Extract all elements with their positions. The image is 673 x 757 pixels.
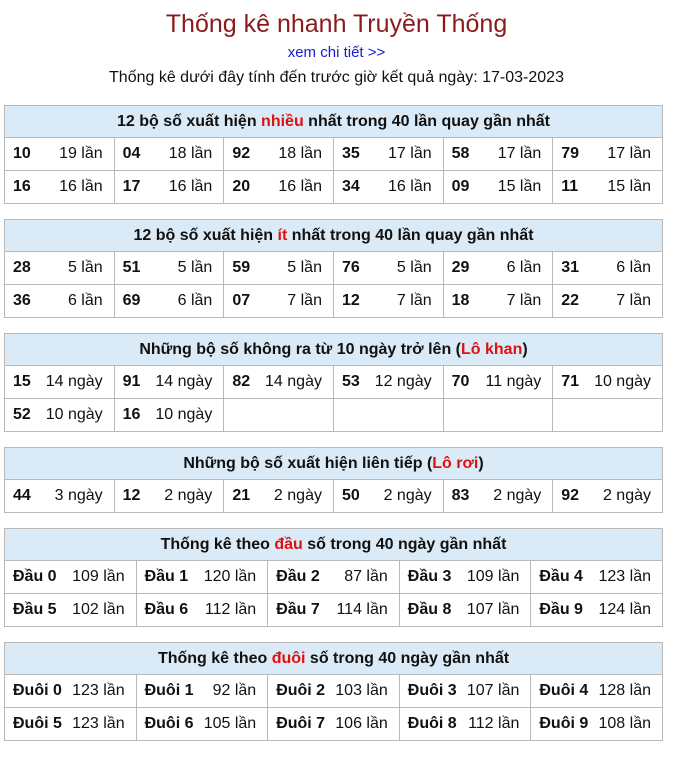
stat-count: 124 lần — [598, 601, 651, 618]
stat-count: 6 lần — [616, 259, 651, 276]
stat-label: 21 — [232, 487, 251, 504]
stat-count: 7 lần — [616, 292, 651, 309]
stat-cell — [553, 171, 663, 204]
stat-count: 108 lần — [598, 715, 651, 732]
stat-cell — [333, 285, 443, 318]
header-highlight: đầu — [274, 535, 303, 553]
stat-label: 50 — [341, 487, 360, 504]
stat-cell — [268, 708, 400, 741]
header-text: Thống kê theo — [157, 649, 272, 667]
stat-cell — [224, 171, 334, 204]
stat-count: 105 lần — [203, 715, 257, 732]
stat-label: 16 — [13, 178, 31, 195]
table-row — [5, 480, 663, 513]
stat-count: 15 lần — [607, 178, 651, 195]
stat-label: Đầu 4 — [539, 568, 583, 585]
stat-label: 16 — [122, 406, 141, 423]
stat-count: 17 lần — [497, 145, 542, 162]
stat-label: 35 — [341, 145, 360, 162]
page-title: Thống kê nhanh Truyền Thống — [165, 10, 508, 38]
stat-cell — [399, 675, 531, 708]
stat-label: Đuôi 1 — [144, 682, 194, 699]
stat-count: 16 lần — [278, 178, 322, 195]
stat-count: 107 lần — [466, 601, 520, 618]
stat-count: 7 lần — [506, 292, 542, 309]
section-header — [5, 334, 663, 366]
stat-label: 44 — [13, 487, 31, 504]
stat-cell — [5, 561, 137, 594]
stat-count: 5 lần — [177, 259, 213, 276]
table-row — [5, 171, 663, 204]
stat-label: Đuôi 2 — [276, 682, 326, 699]
stat-label: 70 — [451, 373, 470, 390]
stat-label: 51 — [122, 259, 141, 276]
stats-table — [4, 642, 663, 741]
header-text: Những bộ số xuất hiện liên tiếp ( — [183, 454, 433, 472]
stat-cell — [553, 480, 663, 513]
stat-count: 3 ngày — [54, 487, 103, 504]
stat-cell — [5, 252, 115, 285]
stat-label: 36 — [13, 292, 31, 309]
stat-count: 19 lần — [59, 145, 103, 162]
stat-count: 2 ngày — [493, 487, 542, 504]
stat-label: 12 — [341, 292, 360, 309]
stat-label: 10 — [13, 145, 31, 162]
header-text: nhất trong 40 lần quay gần nhất — [303, 112, 550, 130]
stat-count: 17 lần — [607, 145, 651, 162]
stat-label: 53 — [341, 373, 360, 390]
stat-cell — [268, 561, 400, 594]
stat-count: 114 lần — [336, 601, 388, 618]
stat-count: 106 lần — [335, 715, 388, 732]
stat-count: 102 lần — [72, 601, 125, 618]
stat-count: 123 lần — [598, 568, 651, 585]
stat-cell — [333, 366, 443, 399]
stat-cell — [136, 708, 268, 741]
stats-table — [4, 528, 663, 627]
stat-count: 18 lần — [168, 145, 213, 162]
header-highlight: đuôi — [271, 649, 306, 667]
stat-count: 5 lần — [396, 259, 432, 276]
stat-count: 2 ngày — [602, 487, 651, 504]
header-text: 12 bộ số xuất hiện — [133, 226, 278, 244]
stat-label: 11 — [561, 178, 579, 195]
section-header — [5, 448, 663, 480]
stat-cell — [5, 399, 115, 432]
header-highlight: Lô khan — [461, 340, 523, 358]
stat-label: Đuôi 9 — [539, 715, 589, 732]
stat-count: 12 ngày — [374, 373, 432, 390]
stat-label: Đầu 2 — [276, 568, 320, 585]
stats-table — [4, 333, 663, 432]
stat-label: 92 — [561, 487, 580, 504]
stat-count: 103 lần — [335, 682, 388, 699]
header-text: Thống kê theo — [160, 535, 275, 553]
stat-label: 22 — [561, 292, 580, 309]
stat-cell — [531, 708, 663, 741]
table-row — [5, 399, 663, 432]
stat-cell — [224, 366, 334, 399]
stat-count: 109 lần — [72, 568, 125, 585]
stat-count: 87 lần — [344, 568, 388, 585]
stat-label: 91 — [122, 373, 141, 390]
stat-cell — [114, 366, 224, 399]
stat-label: 28 — [13, 259, 31, 276]
stat-label: 07 — [232, 292, 251, 309]
table-row — [5, 138, 663, 171]
stat-cell — [268, 675, 400, 708]
stat-cell — [224, 399, 334, 432]
stat-cell — [268, 594, 400, 627]
stat-count: 16 lần — [388, 178, 432, 195]
stat-cell — [333, 138, 443, 171]
header-text: số trong 40 ngày gần nhất — [302, 535, 507, 553]
stat-label: Đuôi 5 — [13, 715, 62, 732]
stat-label: Đầu 8 — [407, 601, 452, 618]
stat-label: 52 — [13, 406, 31, 423]
stat-count: 112 lần — [204, 601, 257, 618]
stat-count: 2 ngày — [164, 487, 213, 504]
stat-count: 18 lần — [278, 145, 322, 162]
stat-label: Đuôi 8 — [407, 715, 457, 732]
table-row — [5, 594, 663, 627]
section-header — [5, 220, 663, 252]
stat-label: 17 — [122, 178, 141, 195]
stat-label: Đầu 3 — [407, 568, 452, 585]
stat-cell — [333, 171, 443, 204]
header-text: nhất trong 40 lần quay gần nhất — [287, 226, 534, 244]
section-header — [5, 529, 663, 561]
stat-count: 7 lần — [396, 292, 432, 309]
stat-cell — [5, 594, 137, 627]
header-text: Những bộ số không ra từ 10 ngày trở lên ( — [139, 340, 461, 358]
stat-cell — [333, 399, 443, 432]
stat-cell — [553, 366, 663, 399]
stat-label: 59 — [232, 259, 251, 276]
header-highlight: nhiều — [261, 112, 304, 130]
stat-label: Đuôi 4 — [539, 682, 589, 699]
stat-count: 10 ngày — [155, 406, 213, 423]
stat-count: 10 ngày — [594, 373, 651, 390]
stat-cell — [5, 366, 115, 399]
stat-label: 18 — [451, 292, 470, 309]
header-text: ) — [478, 454, 484, 472]
stat-label: Đuôi 6 — [144, 715, 194, 732]
stat-cell — [443, 138, 553, 171]
header-text: 12 bộ số xuất hiện — [117, 112, 262, 130]
stat-cell — [136, 675, 268, 708]
table-row — [5, 561, 663, 594]
header-highlight: Lô rơi — [432, 454, 479, 472]
stat-label: 83 — [451, 487, 470, 504]
page-subtitle: Thống kê dưới đây tính đến trước giờ kết quả ngày: 17-03-2023 — [109, 69, 564, 86]
stat-cell — [443, 252, 553, 285]
stat-label: Đuôi 3 — [407, 682, 457, 699]
stat-cell — [553, 399, 663, 432]
stat-cell — [553, 252, 663, 285]
stat-cell — [5, 138, 115, 171]
stat-cell — [114, 138, 224, 171]
header-highlight: ít — [277, 226, 288, 244]
stat-count: 123 lần — [72, 682, 125, 699]
stat-cell — [5, 171, 115, 204]
table-row — [5, 708, 663, 741]
stat-count: 10 ngày — [45, 406, 103, 423]
stat-cell — [114, 480, 224, 513]
stat-cell — [443, 171, 553, 204]
stat-cell — [333, 480, 443, 513]
stat-cell — [399, 561, 531, 594]
stat-label: 34 — [341, 178, 360, 195]
section-header — [5, 106, 663, 138]
stat-label: 92 — [232, 145, 251, 162]
stat-count: 107 lần — [466, 682, 520, 699]
stat-label: Đuôi 7 — [276, 715, 326, 732]
table-row — [5, 285, 663, 318]
stat-label: Đầu 7 — [276, 601, 320, 618]
stat-label: 20 — [232, 178, 251, 195]
stats-table — [4, 219, 663, 318]
stat-cell — [553, 285, 663, 318]
stat-count: 14 ngày — [45, 373, 103, 390]
stat-count: 123 lần — [72, 715, 125, 732]
stat-count: 6 lần — [67, 292, 103, 309]
stat-count: 6 lần — [177, 292, 213, 309]
stat-count: 92 lần — [212, 682, 257, 699]
stat-label: 58 — [451, 145, 470, 162]
stat-label: Đầu 0 — [13, 568, 57, 585]
stat-label: 12 — [122, 487, 141, 504]
stat-cell — [399, 708, 531, 741]
stat-cell — [114, 399, 224, 432]
stat-count: 16 lần — [59, 178, 103, 195]
table-row — [5, 252, 663, 285]
stat-count: 128 lần — [598, 682, 651, 699]
stat-count: 5 lần — [67, 259, 103, 276]
table-row — [5, 366, 663, 399]
stat-count: 109 lần — [466, 568, 520, 585]
stat-cell — [333, 252, 443, 285]
stat-label: Đầu 1 — [144, 568, 189, 585]
stat-count: 112 lần — [468, 715, 520, 732]
stat-count: 14 ngày — [155, 373, 213, 390]
table-row — [5, 675, 663, 708]
stat-label: 15 — [13, 373, 31, 390]
stat-label: 04 — [122, 145, 141, 162]
stat-cell — [224, 252, 334, 285]
stat-cell — [136, 594, 268, 627]
stat-cell — [136, 561, 268, 594]
stat-label: 29 — [451, 259, 470, 276]
header-text: số trong 40 ngày gần nhất — [305, 649, 510, 667]
stat-cell — [531, 594, 663, 627]
stat-label: 71 — [561, 373, 580, 390]
stat-count: 2 ngày — [273, 487, 322, 504]
header-text: ) — [522, 340, 528, 358]
stat-count: 14 ngày — [265, 373, 322, 390]
stat-cell — [114, 171, 224, 204]
stat-label: Đầu 9 — [539, 601, 583, 618]
stat-label: 76 — [341, 259, 360, 276]
stat-cell — [553, 138, 663, 171]
stat-cell — [224, 138, 334, 171]
stat-label: 09 — [451, 178, 470, 195]
stat-count: 15 lần — [497, 178, 542, 195]
stat-cell — [224, 285, 334, 318]
stat-cell — [5, 675, 137, 708]
stat-label: Đầu 6 — [144, 601, 189, 618]
stat-count: 16 lần — [168, 178, 213, 195]
stat-count: 5 lần — [287, 259, 322, 276]
stat-label: Đầu 5 — [13, 601, 57, 618]
stat-label: 82 — [232, 373, 251, 390]
stat-count: 2 ngày — [383, 487, 432, 504]
stat-cell — [531, 561, 663, 594]
detail-link[interactable]: xem chi tiết >> — [287, 44, 386, 61]
stat-cell — [443, 399, 553, 432]
stat-count: 120 lần — [203, 568, 257, 585]
stat-cell — [443, 285, 553, 318]
stat-cell — [399, 594, 531, 627]
stat-count: 17 lần — [388, 145, 432, 162]
stat-count: 11 ngày — [485, 373, 542, 390]
stat-cell — [531, 675, 663, 708]
stats-table — [4, 105, 663, 204]
stat-label: 31 — [561, 259, 580, 276]
stat-cell — [5, 480, 115, 513]
stat-label: 69 — [122, 292, 141, 309]
stat-cell — [224, 480, 334, 513]
stat-cell — [114, 252, 224, 285]
stat-count: 6 lần — [506, 259, 542, 276]
stats-table — [4, 447, 663, 513]
stat-cell — [114, 285, 224, 318]
stat-cell — [5, 285, 115, 318]
stat-label: Đuôi 0 — [13, 682, 62, 699]
stat-cell — [5, 708, 137, 741]
stat-cell — [443, 366, 553, 399]
stat-cell — [443, 480, 553, 513]
section-header — [5, 643, 663, 675]
stat-count: 7 lần — [287, 292, 322, 309]
stat-label: 79 — [561, 145, 580, 162]
